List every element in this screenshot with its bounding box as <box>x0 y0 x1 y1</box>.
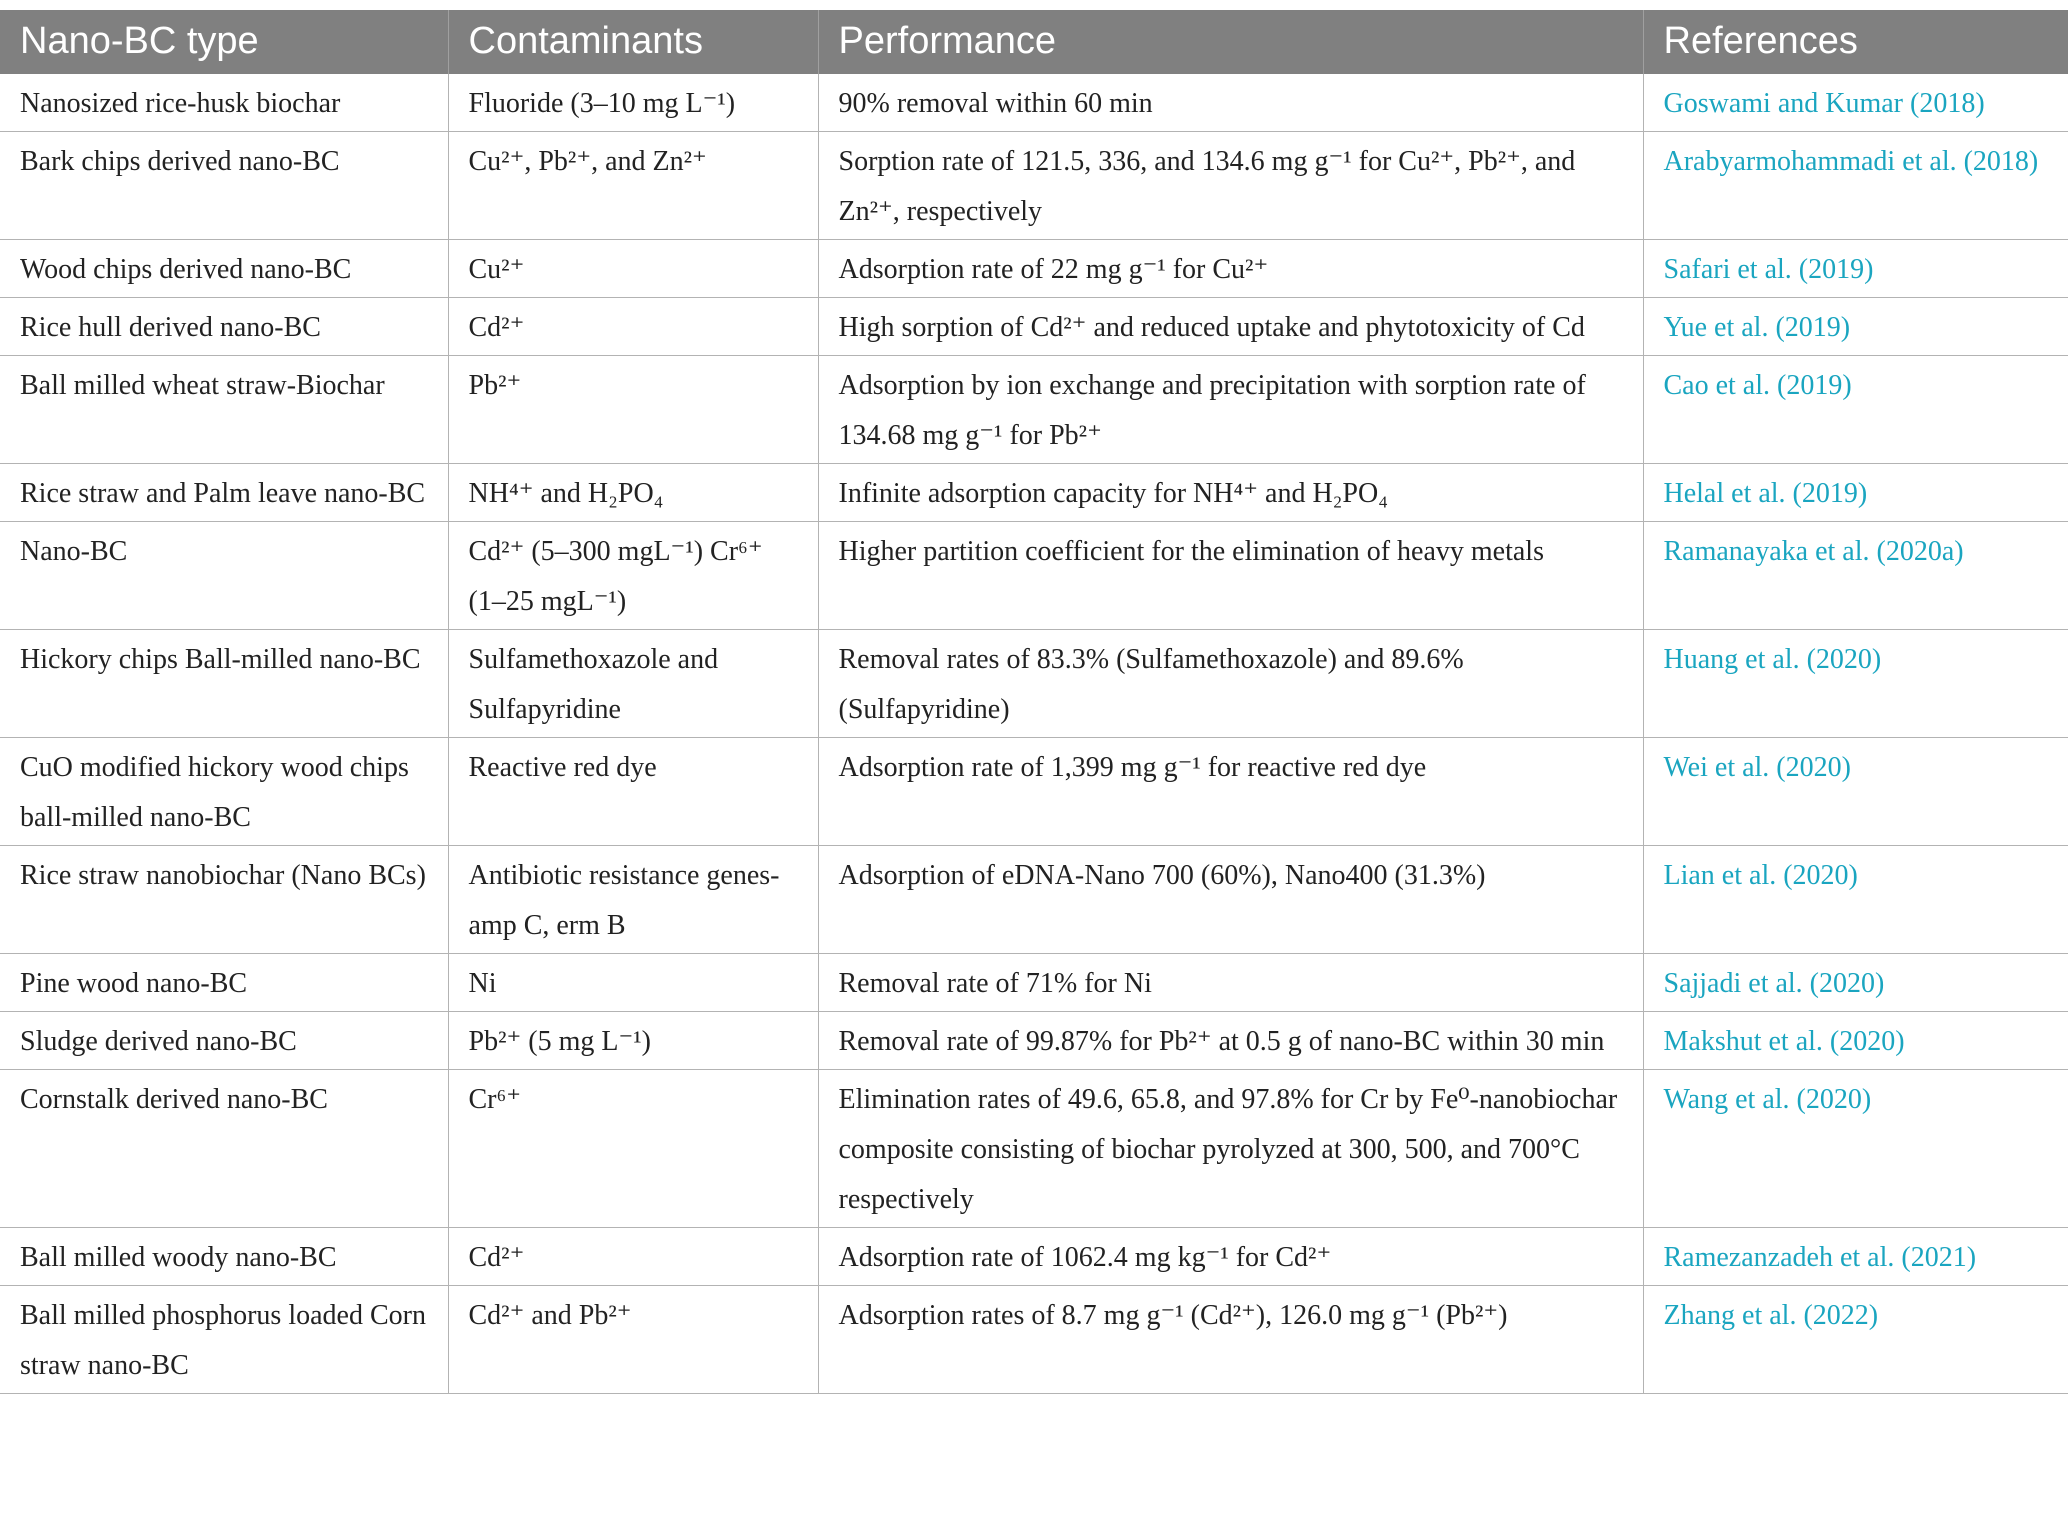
cell-contaminants: Ni <box>448 954 818 1012</box>
header-references: References <box>1643 10 2068 74</box>
table-row <box>0 132 2068 240</box>
cell-type: Ball milled woody nano-BC <box>0 1228 448 1286</box>
header-nano-bc-type: Nano-BC type <box>0 10 448 74</box>
cell-reference-link[interactable]: Yue et al. (2019) <box>1643 298 2068 356</box>
table-row <box>0 464 2068 522</box>
cell-contaminants: Cu²⁺, Pb²⁺, and Zn²⁺ <box>448 132 818 240</box>
table-row <box>0 1228 2068 1286</box>
cell-contaminants: Cd²⁺ <box>448 1228 818 1286</box>
cell-contaminants: Cr⁶⁺ <box>448 1070 818 1228</box>
cell-reference-link[interactable]: Ramezanzadeh et al. (2021) <box>1643 1228 2068 1286</box>
cell-reference-link[interactable]: Ramanayaka et al. (2020a) <box>1643 522 2068 630</box>
cell-reference-link[interactable]: Wei et al. (2020) <box>1643 738 2068 846</box>
table-row <box>0 1286 2068 1394</box>
table-row <box>0 630 2068 738</box>
header-contaminants: Contaminants <box>448 10 818 74</box>
cell-performance: Elimination rates of 49.6, 65.8, and 97.8% for Cr by Fe⁰-nanobiochar composite consisting of biochar pyrolyzed at 300, 500, and 700°C respectively <box>818 1070 1643 1228</box>
cell-type: Rice straw and Palm leave nano-BC <box>0 464 448 522</box>
cell-contaminants: Antibiotic resistance genes-amp C, erm B <box>448 846 818 954</box>
cell-contaminants: Cu²⁺ <box>448 240 818 298</box>
table-row <box>0 240 2068 298</box>
table-row <box>0 356 2068 464</box>
cell-contaminants: Pb²⁺ (5 mg L⁻¹) <box>448 1012 818 1070</box>
cell-contaminants: Fluoride (3–10 mg L⁻¹) <box>448 74 818 132</box>
cell-type: Rice hull derived nano-BC <box>0 298 448 356</box>
cell-performance: Removal rates of 83.3% (Sulfamethoxazole) and 89.6% (Sulfapyridine) <box>818 630 1643 738</box>
cell-reference-link[interactable]: Zhang et al. (2022) <box>1643 1286 2068 1394</box>
cell-reference-link[interactable]: Arabyarmohammadi et al. (2018) <box>1643 132 2068 240</box>
cell-type: Pine wood nano-BC <box>0 954 448 1012</box>
cell-performance: Adsorption rate of 1062.4 mg kg⁻¹ for Cd²⁺ <box>818 1228 1643 1286</box>
table-row <box>0 954 2068 1012</box>
cell-reference-link[interactable]: Goswami and Kumar (2018) <box>1643 74 2068 132</box>
cell-reference-link[interactable]: Sajjadi et al. (2020) <box>1643 954 2068 1012</box>
cell-reference-link[interactable]: Huang et al. (2020) <box>1643 630 2068 738</box>
table-row <box>0 1070 2068 1228</box>
cell-performance: Adsorption rate of 22 mg g⁻¹ for Cu²⁺ <box>818 240 1643 298</box>
cell-type: Nanosized rice-husk biochar <box>0 74 448 132</box>
cell-performance: Infinite adsorption capacity for NH⁴⁺ and H₂PO₄ <box>818 464 1643 522</box>
cell-reference-link[interactable]: Makshut et al. (2020) <box>1643 1012 2068 1070</box>
table-row <box>0 298 2068 356</box>
cell-type: Rice straw nanobiochar (Nano BCs) <box>0 846 448 954</box>
cell-contaminants: Cd²⁺ and Pb²⁺ <box>448 1286 818 1394</box>
cell-type: Wood chips derived nano-BC <box>0 240 448 298</box>
cell-reference-link[interactable]: Safari et al. (2019) <box>1643 240 2068 298</box>
cell-performance: Adsorption rates of 8.7 mg g⁻¹ (Cd²⁺), 126.0 mg g⁻¹ (Pb²⁺) <box>818 1286 1643 1394</box>
cell-contaminants: NH⁴⁺ and H₂PO₄ <box>448 464 818 522</box>
cell-performance: Adsorption by ion exchange and precipitation with sorption rate of 134.68 mg g⁻¹ for Pb²⁺ <box>818 356 1643 464</box>
table-row <box>0 738 2068 846</box>
cell-reference-link[interactable]: Helal et al. (2019) <box>1643 464 2068 522</box>
cell-reference-link[interactable]: Wang et al. (2020) <box>1643 1070 2068 1228</box>
cell-performance: High sorption of Cd²⁺ and reduced uptake and phytotoxicity of Cd <box>818 298 1643 356</box>
cell-performance: Removal rate of 99.87% for Pb²⁺ at 0.5 g of nano-BC within 30 min <box>818 1012 1643 1070</box>
cell-contaminants: Cd²⁺ (5–300 mgL⁻¹) Cr⁶⁺ (1–25 mgL⁻¹) <box>448 522 818 630</box>
cell-contaminants: Pb²⁺ <box>448 356 818 464</box>
cell-type: Ball milled phosphorus loaded Corn straw nano-BC <box>0 1286 448 1394</box>
cell-contaminants: Reactive red dye <box>448 738 818 846</box>
cell-reference-link[interactable]: Cao et al. (2019) <box>1643 356 2068 464</box>
table-row <box>0 74 2068 132</box>
cell-type: Hickory chips Ball-milled nano-BC <box>0 630 448 738</box>
cell-type: Ball milled wheat straw-Biochar <box>0 356 448 464</box>
cell-performance: Adsorption of eDNA-Nano 700 (60%), Nano400 (31.3%) <box>818 846 1643 954</box>
cell-reference-link[interactable]: Lian et al. (2020) <box>1643 846 2068 954</box>
cell-type: CuO modified hickory wood chips ball-milled nano-BC <box>0 738 448 846</box>
cell-type: Sludge derived nano-BC <box>0 1012 448 1070</box>
table-row <box>0 522 2068 630</box>
cell-performance: Removal rate of 71% for Ni <box>818 954 1643 1012</box>
cell-performance: Higher partition coefficient for the elimination of heavy metals <box>818 522 1643 630</box>
header-row <box>0 10 2068 74</box>
cell-performance: 90% removal within 60 min <box>818 74 1643 132</box>
header-performance: Performance <box>818 10 1643 74</box>
cell-contaminants: Sulfamethoxazole and Sulfapyridine <box>448 630 818 738</box>
nano-bc-table <box>0 10 2068 1394</box>
cell-performance: Adsorption rate of 1,399 mg g⁻¹ for reactive red dye <box>818 738 1643 846</box>
table-row <box>0 1012 2068 1070</box>
cell-type: Bark chips derived nano-BC <box>0 132 448 240</box>
cell-contaminants: Cd²⁺ <box>448 298 818 356</box>
cell-performance: Sorption rate of 121.5, 336, and 134.6 mg g⁻¹ for Cu²⁺, Pb²⁺, and Zn²⁺, respectively <box>818 132 1643 240</box>
cell-type: Cornstalk derived nano-BC <box>0 1070 448 1228</box>
cell-type: Nano-BC <box>0 522 448 630</box>
table-row <box>0 846 2068 954</box>
